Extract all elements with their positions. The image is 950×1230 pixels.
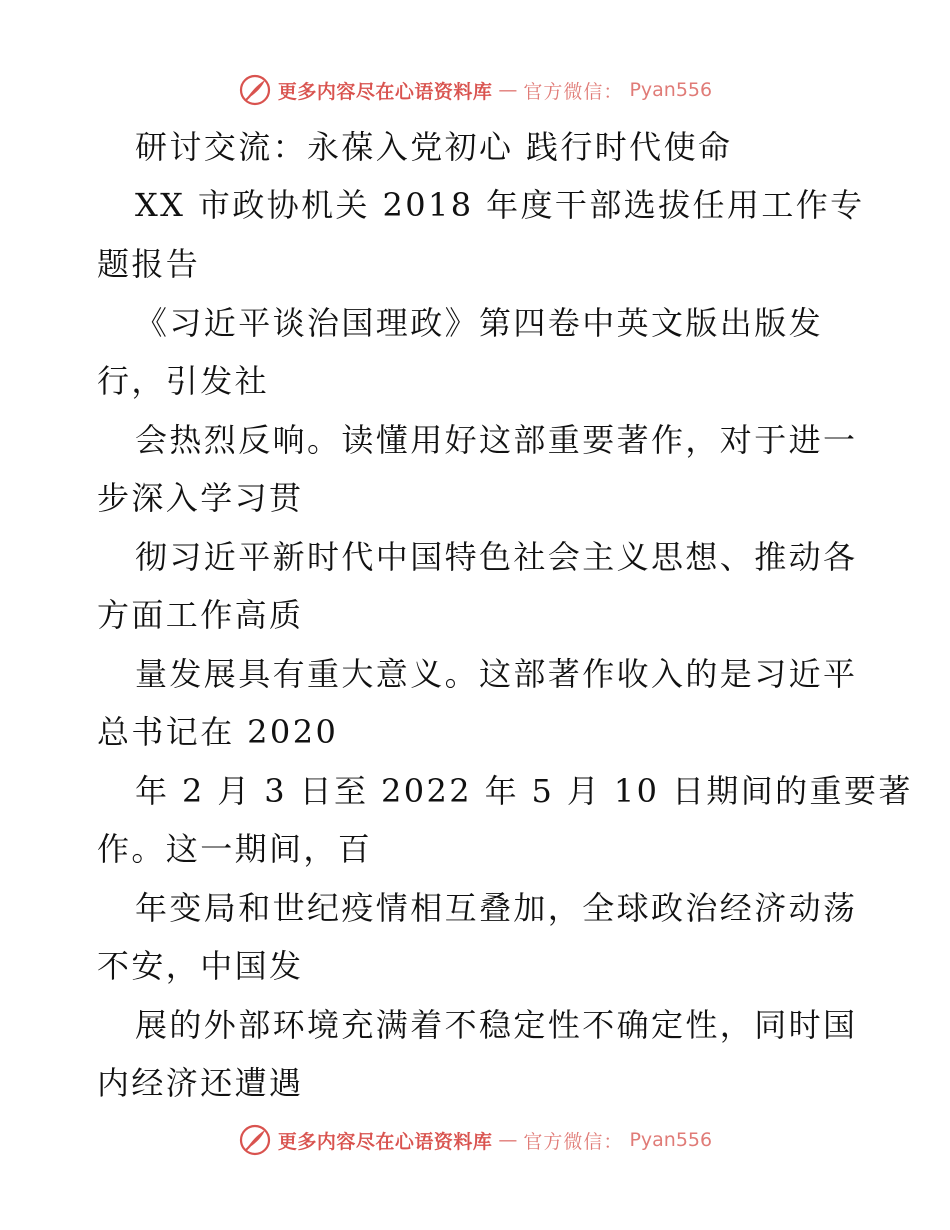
- paragraph-line: 年 2 月 3 日至 2022 年 5 月 10 日期间的重要著: [135, 772, 913, 810]
- quill-logo-icon: [238, 73, 272, 107]
- watermark-wechat-id: Pyan556: [629, 79, 713, 101]
- quill-logo-icon: [238, 1123, 272, 1157]
- paragraph-line: 方面工作高质: [97, 596, 304, 634]
- watermark-wechat-id: Pyan556: [629, 1129, 713, 1151]
- watermark-dash: —: [498, 79, 518, 101]
- paragraph-line: 总书记在 2020: [97, 713, 339, 751]
- watermark-dash: —: [498, 1129, 518, 1151]
- paragraph-line: 作。这一期间，百: [97, 830, 373, 868]
- paragraph-line: 年变局和世纪疫情相互叠加，全球政治经济动荡: [135, 889, 858, 927]
- paragraph-line: 步深入学习贯: [97, 479, 304, 517]
- paragraph-line: 行，引发社: [97, 362, 270, 400]
- header-watermark: [0, 70, 950, 110]
- footer-watermark: [0, 1120, 950, 1160]
- paragraph-line: 不安，中国发: [97, 947, 304, 985]
- paragraph-line: 量发展具有重大意义。这部著作收入的是习近平: [135, 655, 858, 693]
- paragraph-line: 彻习近平新时代中国特色社会主义思想、推动各: [135, 538, 858, 576]
- watermark-official-label: 官方微信：: [523, 80, 624, 103]
- watermark-brand: 更多内容尽在心语资料库: [277, 80, 493, 103]
- paragraph-line: 题报告: [97, 245, 201, 283]
- paragraph-line: XX 市政协机关 2018 年度干部选拔任用工作专: [135, 186, 865, 224]
- watermark-official-label: 官方微信：: [523, 1130, 624, 1153]
- paragraph-line: 内经济还遭遇: [97, 1064, 304, 1102]
- watermark-brand: 更多内容尽在心语资料库: [277, 1130, 493, 1153]
- paragraph-line: 会热烈反响。读懂用好这部重要著作，对于进一: [135, 421, 858, 459]
- document-title: 研讨交流：永葆入党初心 践行时代使命: [135, 128, 733, 166]
- paragraph-line: 《习近平谈治国理政》第四卷中英文版出版发: [135, 304, 824, 342]
- paragraph-line: 展的外部环境充满着不稳定性不确定性，同时国: [135, 1006, 858, 1044]
